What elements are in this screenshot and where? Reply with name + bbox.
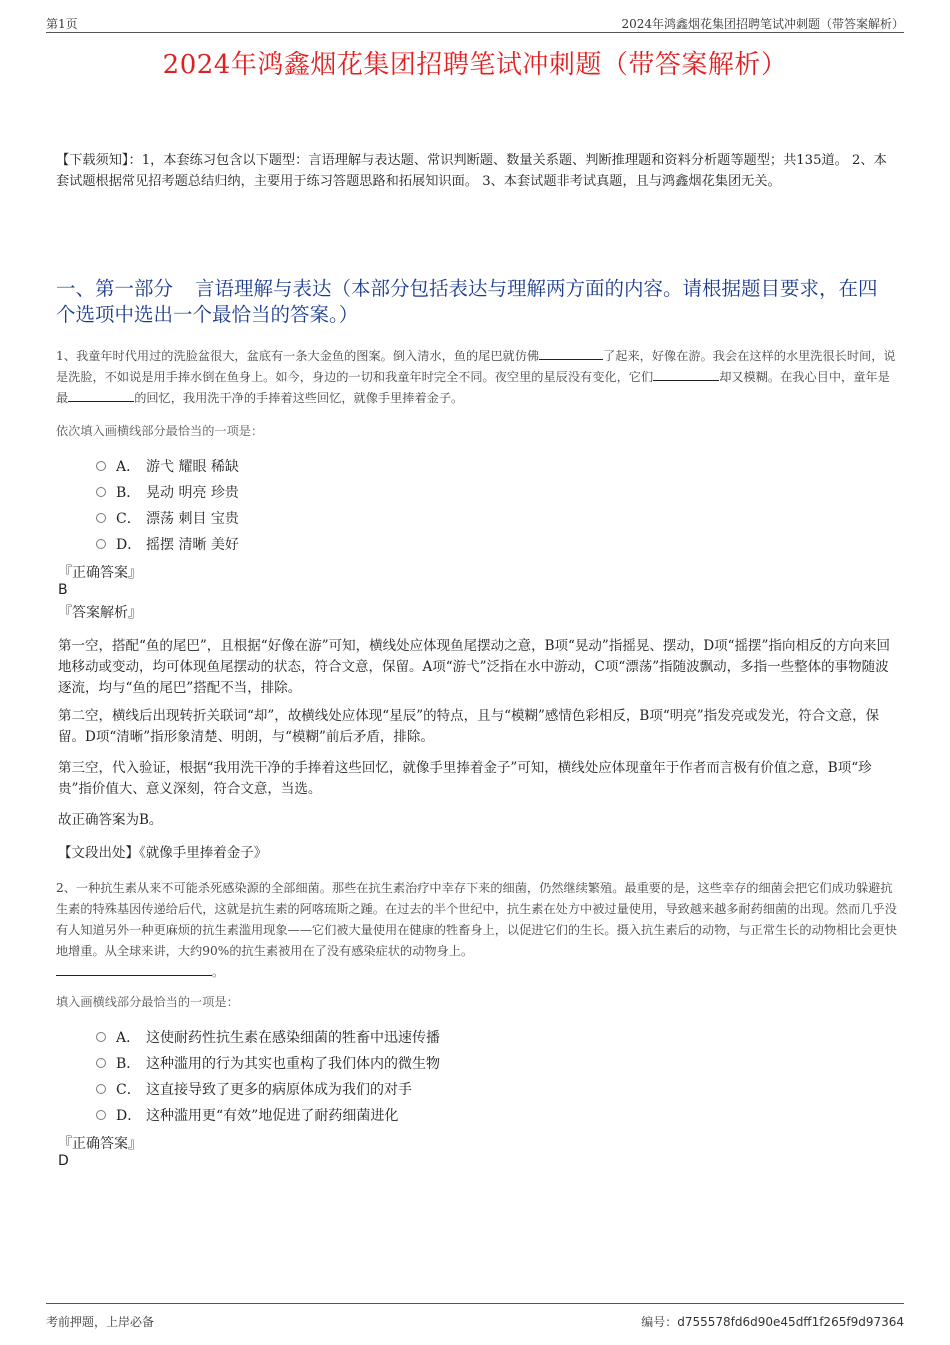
page-number: 第1页	[46, 17, 78, 31]
analysis-paragraph: 第三空，代入验证，根据“我用洗干净的手捧着这些回忆，就像手里捧着金子”可知，横线处应体现童年于作者而言极有价值之意，B项“珍贵”指价值大、意义深刻，符合文意，当选。	[58, 760, 872, 797]
correct-answer: D	[58, 1153, 69, 1169]
radio-icon[interactable]	[96, 513, 106, 523]
section-title	[56, 276, 896, 328]
analysis-conclusion: 故正确答案为B。	[58, 812, 163, 828]
radio-icon[interactable]	[96, 1110, 106, 1120]
blank-line	[68, 388, 134, 402]
option-a[interactable]: A． 这使耐药性抗生素在感染细菌的牲畜中迅速传播	[96, 1024, 440, 1050]
radio-icon[interactable]	[96, 539, 106, 549]
footer-serial: 编号：d755578fd6d90e45dff1f265f9d97364	[641, 1315, 904, 1329]
correct-answer-label: 『正确答案』	[58, 1136, 142, 1152]
question-2-text: 2、一种抗生素从来不可能杀死感染源的全部细菌。那些在抗生素治疗中幸存下来的细菌，仍然继续繁殖。最重要的是，这些幸存的细菌会把它们成功躲避抗生素的特殊基因传递给后代，这就是抗生素的阿喀琉斯之踵。在过去的半个世纪中，抗生素在处方中被过量使用，导致越来越多耐药细菌的出现。然而几乎没有人知道另外一种更麻烦的抗生素滥用现象——它们被大量使用在健康的牲畜身上，以促进它们的生长。摄入抗生素后的动物，与正常生长的动物相比会更快地增重。从全球来讲，大约90%的抗生素被用在了没有感染症状的动物身上。 。	[56, 881, 897, 979]
analysis-paragraph: 第二空，横线后出现转折关联词“却”，故横线处应体现“星辰”的特点，且与“模糊”感情色彩相反，B项“明亮”指发亮或发光，符合文意，保留。D项“清晰”指形象清楚、明朗，与“模糊”前后矛盾，排除。	[58, 708, 880, 745]
option-d[interactable]: D． 这种滥用更“有效”地促进了耐药细菌进化	[96, 1102, 440, 1128]
option-a[interactable]: A． 游弋 耀眼 稀缺	[96, 453, 239, 479]
radio-icon[interactable]	[96, 1084, 106, 1094]
footer-divider	[46, 1303, 904, 1305]
section-number: 一、第一部分	[56, 277, 174, 300]
analysis-label: 『答案解析』	[58, 605, 142, 621]
blank-line	[653, 367, 719, 381]
blank-line	[539, 346, 603, 360]
header-doc-title: 2024年鸿鑫烟花集团招聘笔试冲刺题（带答案解析）	[621, 17, 904, 31]
section-description: 言语理解与表达（本部分包括表达与理解两方面的内容。请根据题目要求，在四个选项中选出一个最恰当的答案。）	[56, 277, 878, 326]
question-2-instruction: 填入画横线部分最恰当的一项是：	[56, 995, 239, 1009]
radio-icon[interactable]	[96, 487, 106, 497]
correct-answer-label: 『正确答案』	[58, 565, 142, 581]
serial-code: d755578fd6d90e45dff1f265f9d97364	[677, 1315, 904, 1329]
option-b[interactable]: B． 这种滥用的行为其实也重构了我们体内的微生物	[96, 1050, 440, 1076]
page-header	[46, 14, 904, 33]
radio-icon[interactable]	[96, 1032, 106, 1042]
option-b[interactable]: B． 晃动 明亮 珍贵	[96, 479, 239, 505]
source-citation: 【文段出处】《就像手里捧着金子》	[58, 845, 268, 861]
download-notice: 【下载须知】：1，本套练习包含以下题型：言语理解与表达题、常识判断题、数量关系题、判断推理题和资料分析题等题型；共135道。 2、本套试题根据常见招考题总结归纳，主要用于练习答题思路和拓展知识面。 3、本套试题非考试真题，且与鸿鑫烟花集团无关。	[56, 153, 887, 189]
radio-icon[interactable]	[96, 1058, 106, 1068]
question-1-instruction: 依次填入画横线部分最恰当的一项是：	[56, 424, 264, 438]
option-d[interactable]: D． 摇摆 清晰 美好	[96, 531, 239, 557]
blank-line	[56, 962, 212, 976]
document-title: 2024年鸿鑫烟花集团招聘笔试冲刺题（带答案解析）	[162, 50, 788, 80]
question-1-options	[96, 453, 239, 557]
radio-icon[interactable]	[96, 461, 106, 471]
question-2-options	[96, 1024, 440, 1128]
analysis-paragraph: 第一空，搭配“鱼的尾巴”，且根据“好像在游”可知，横线处应体现鱼尾摆动之意，B项“晃动”指摇晃、摆动，D项“摇摆”指向相反的方向来回地移动或变动，均可体现鱼尾摆动的状态，符合文意，保留。A项“游弋”泛指在水中游动，C项“漂荡”指随波飘动，多指一些整体的事物随波逐流，均与“鱼的尾巴”搭配不当，排除。	[58, 638, 890, 696]
option-c[interactable]: C． 漂荡 刺目 宝贵	[96, 505, 239, 531]
correct-answer: B	[58, 582, 68, 598]
footer-slogan: 考前押题，上岸必备	[46, 1315, 155, 1329]
question-1-text: 1、我童年时代用过的洗脸盆很大，盆底有一条大金鱼的图案。倒入清水，鱼的尾巴就仿佛 了起来，好像在游。我会在这样的水里洗很长时间，说是洗脸，不如说是用手捧水倒在鱼身上。如今，身边的一切和我童年时完全不同。夜空里的星辰没有变化，它们 却又模糊。在我心目中，童年是最 的回忆，我用洗干净的手捧着这些回忆，就像手里捧着金子。	[56, 346, 901, 409]
option-c[interactable]: C． 这直接导致了更多的病原体成为我们的对手	[96, 1076, 440, 1102]
